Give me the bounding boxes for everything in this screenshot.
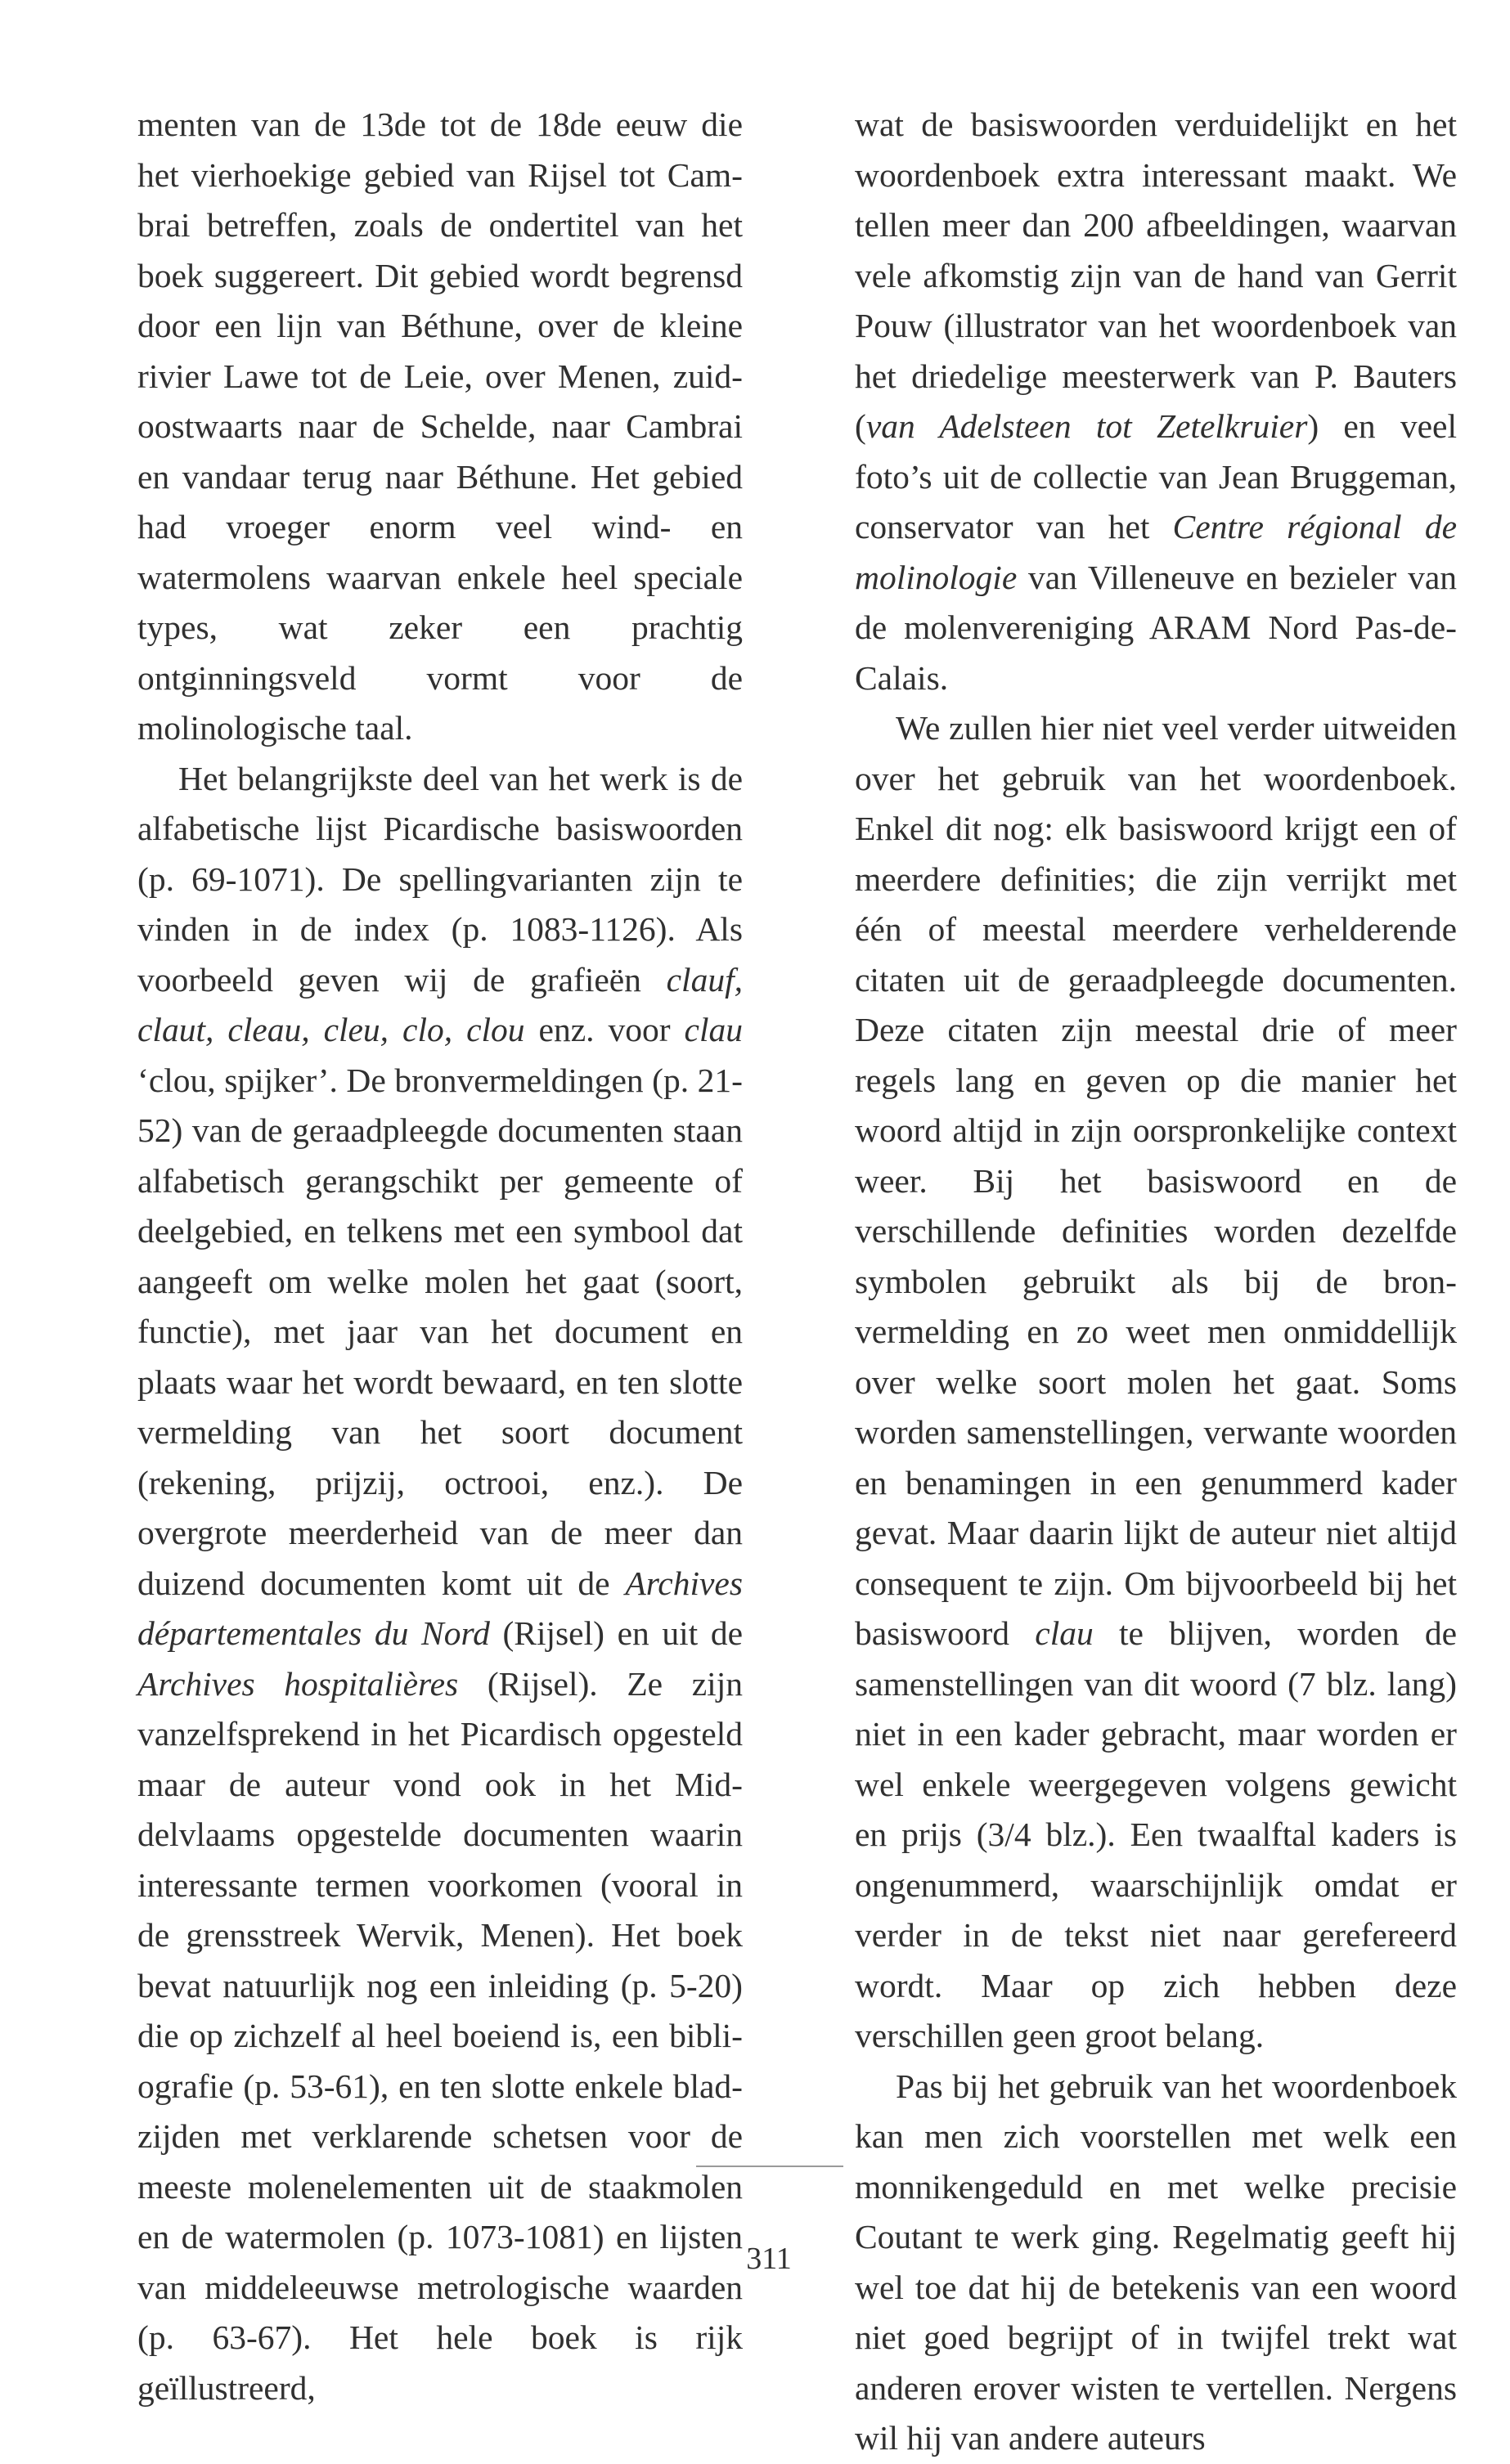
paragraph	[855, 703, 1457, 2062]
paragraph-text: ‘clou, spijker’. De bronvermeldingen (p. 21-52) van de geraadpleegde documenten staan alfabetisch gerangschikt per gemeente of deelgebied, en telkens met een symbool dat aangeeft om welke molen het gaat (soort, functie), met jaar van het document en plaats waar het wordt bewaard, en ten slotte vermelding van het soort document (rekening, prijzij, octrooi, enz.). De overgrote meerderheid van de meer dan duizend documenten komt uit de	[137, 1061, 743, 1602]
paragraph-text: Pas bij het gebruik van het woordenboek kan men zich voorstellen met welk een monnikengeduld en met welke precisie Coutant te werk ging. Regelmatig geeft hij wel toe dat hij de betekenis van een woord niet goed begrijpt of in twijfel trekt wat anderen erover wisten te vertellen. Nergens wil hij van andere auteurs	[855, 2067, 1457, 2457]
italic-title: van Adelsteen tot Zetelkruier	[865, 407, 1308, 445]
paragraph-text: Het belangrijkste deel van het werk is de alfabetische lijst Picardische basiswoorden (p. 69-1071). De spellingvarianten zijn te vinden in de index (p. 1083-1126). Als voorbeeld geven wij de grafieën	[137, 759, 743, 999]
paragraph	[855, 2062, 1457, 2464]
paragraph	[137, 100, 743, 754]
paragraph-text: (Rijsel). Ze zijn vanzelfsprekend in het Picardisch opgesteld maar de auteur vond ook in het Middelvlaams opgestelde documenten waarin interessante termen voorkomen (vooral in de grensstreek Wervik, Menen). Het boek bevat natuurlijk nog een inleiding (p. 5-20) die op zichzelf al heel boeiend is, een bibliografie (p. 53-61), en ten slotte enkele bladzijden met verklarende schetsen voor de meeste molenelementen uit de staakmolen en de watermolen (p. 1073-1081) en lijsten van middeleeuwse metrologische waarden (p. 63-67). Het hele boek is rijk geïllustreerd,	[137, 1664, 743, 2407]
paragraph-text: van Villeneuve en bezieler van de molenvereniging ARAM Nord Pas-de-Calais.	[855, 558, 1457, 697]
paragraph-text: wat de basiswoorden verduidelijkt en het woordenboek extra interessant maakt. We tellen meer dan 200 afbeeldingen, waarvan vele afkomstig zijn van de hand van Gerrit Pouw (illustrator van het woordenboek van het driedelige meesterwerk van P. Bauters (	[855, 105, 1457, 445]
paragraph-text: We zullen hier niet veel verder uitweiden over het gebruik van het woordenboek. Enkel dit nog: elk basiswoord krijgt een of meerdere definities; die zijn verrijkt met één of meestal meerdere verhelderende citaten uit de geraadpleegde documenten. Deze citaten zijn meestal drie of meer regels lang en geven op die manier het woord altijd in zijn oorspronkelijke context weer. Bij het basiswoord en de verschillende definities worden dezelfde symbolen gebruikt als bij de bronvermelding en zo weet men onmiddellijk over welke soort molen het gaat. Soms worden samenstellingen, verwante woorden en benamingen in een genummerd kader gevat. Maar daarin lijkt de auteur niet altijd consequent te zijn. Om bijvoorbeeld bij het basiswoord	[855, 709, 1457, 1652]
paragraph-text: enz. voor	[524, 1011, 685, 1048]
paragraph-text: (Rijsel) en uit de	[489, 1614, 743, 1652]
italic-term: clau	[1035, 1614, 1094, 1652]
footer-rule	[696, 2166, 843, 2167]
italic-title: Centre régional de molinologie	[855, 508, 1457, 596]
paragraph-text: ) en veel foto’s uit de collectie van Jean Bruggeman, conservator van het	[855, 407, 1457, 545]
paragraph-text: te blijven, worden de samenstellingen van dit woord (7 blz. lang) niet in een kader gebracht, maar worden er wel enkele weergegeven volgens gewicht en prijs (3/4 blz.). Een twaalftal kaders is ongenummerd, waarschijnlijk omdat er verder in de tekst niet naar gerefereerd wordt. Maar op zich hebben deze verschillen geen groot belang.	[855, 1614, 1457, 2054]
italic-term: clauf, claut, cleau, cleu, clo, clou	[137, 960, 743, 1048]
paragraph	[137, 754, 743, 2414]
page-number: 311	[746, 2242, 792, 2276]
paragraph	[855, 100, 1457, 703]
italic-title: Archives hospitalières	[137, 1664, 459, 1703]
left-column	[137, 100, 743, 2413]
right-column	[855, 100, 1457, 2464]
italic-term: clau	[684, 1011, 743, 1048]
italic-title: Archives départementales du Nord	[137, 1564, 743, 1652]
paragraph-text: menten van de 13de tot de 18de eeuw die het vierhoekige gebied van Rijsel tot Cambrai betreffen, zoals de ondertitel van het boek suggereert. Dit gebied wordt begrensd door een lijn van Béthune, over de kleine rivier Lawe tot de Leie, over Menen, zuidoostwaarts naar de Schelde, naar Cambrai en vandaar terug naar Béthune. Het gebied had vroeger enorm veel wind- en watermolens waarvan enkele heel speciale types, wat zeker een prachtig ontginningsveld vormt voor de molinologische taal.	[137, 105, 743, 747]
